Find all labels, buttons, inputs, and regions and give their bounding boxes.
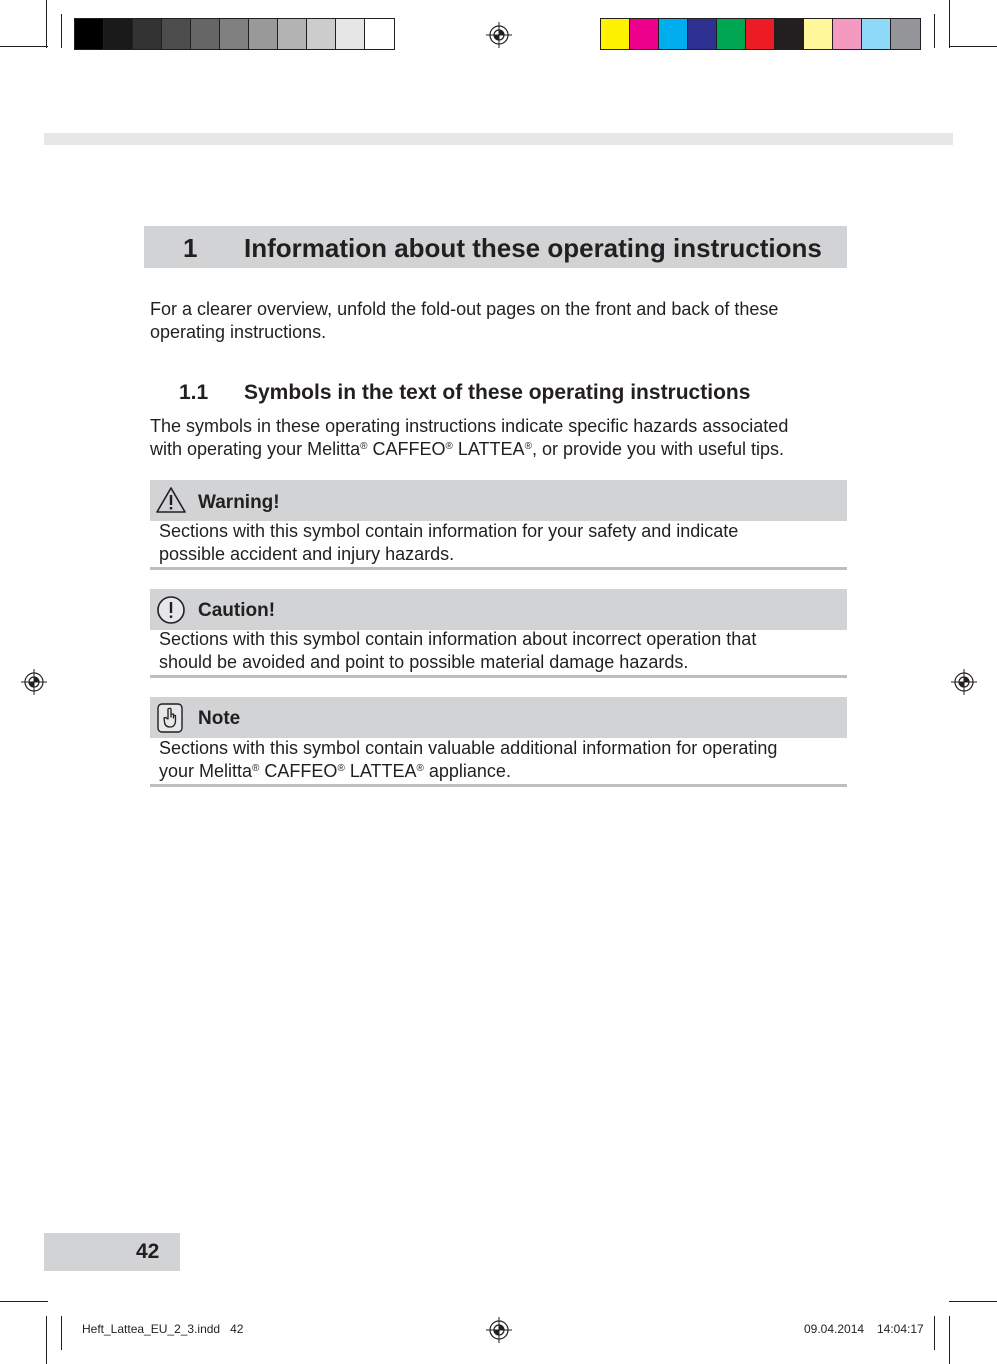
crop-mark	[46, 1316, 47, 1364]
color-swatch	[630, 19, 659, 49]
note-text: Sections with this symbol contain valuable additional information for operating your Melitta® CAFFEO® LATTEA® appliance.	[159, 738, 778, 781]
crop-mark	[46, 0, 47, 48]
color-swatch	[307, 19, 336, 49]
color-swatch	[336, 19, 365, 49]
registration-mark-icon	[486, 22, 512, 48]
caution-circle-icon	[156, 595, 186, 625]
caution-label: Caution!	[198, 600, 276, 621]
page-number: 42	[136, 1240, 160, 1263]
color-swatch	[220, 19, 249, 49]
intro-paragraph	[150, 298, 840, 344]
color-swatch	[104, 19, 133, 49]
color-swatch	[659, 19, 688, 49]
color-swatch	[862, 19, 891, 49]
intro-line: operating instructions.	[150, 322, 327, 342]
color-swatch	[804, 19, 833, 49]
color-swatch	[746, 19, 775, 49]
heading1-number: 1	[183, 233, 198, 263]
slug-date: 09.04.2014	[804, 1322, 865, 1336]
color-swatch	[249, 19, 278, 49]
note-box-header	[150, 697, 847, 738]
registration-mark-icon	[951, 669, 977, 695]
crop-mark	[0, 1301, 48, 1302]
slug-time: 14:04:17	[877, 1322, 924, 1336]
note-label: Note	[198, 708, 241, 729]
heading1-title: Information about these operating instructions	[244, 233, 822, 263]
color-swatch	[775, 19, 804, 49]
symbols-line: with operating your Melitta® CAFFEO® LATTEA®, or provide you with useful tips.	[150, 439, 785, 459]
warning-box-rule	[150, 567, 847, 570]
warning-text: Sections with this symbol contain information for your safety and indicate possible accident and injury hazards.	[159, 521, 739, 564]
caution-box-rule	[150, 675, 847, 678]
crop-mark	[949, 46, 997, 47]
color-swatch	[162, 19, 191, 49]
intro-line: For a clearer overview, unfold the fold-out pages on the front and back of these	[150, 299, 779, 319]
crop-mark	[934, 1316, 935, 1350]
crop-mark	[0, 46, 48, 47]
crop-mark	[949, 0, 950, 48]
color-swatch	[278, 19, 307, 49]
note-box-rule	[150, 784, 847, 787]
color-swatch	[75, 19, 104, 49]
registration-mark-icon	[21, 669, 47, 695]
header-band	[44, 133, 953, 145]
heading2-title: Symbols in the text of these operating instructions	[244, 381, 751, 404]
color-swatch	[191, 19, 220, 49]
color-swatch	[688, 19, 717, 49]
page-number-tab	[44, 1233, 180, 1271]
registration-mark-icon	[486, 1317, 512, 1343]
crop-mark	[61, 1316, 62, 1350]
color-swatch	[833, 19, 862, 49]
warning-triangle-icon	[155, 486, 187, 514]
grayscale-color-bar	[74, 18, 395, 50]
symbols-paragraph	[150, 415, 840, 461]
warning-label: Warning!	[198, 492, 280, 513]
caution-text: Sections with this symbol contain information about incorrect operation that should be avoided and point to possible material damage hazards.	[159, 629, 757, 672]
crop-mark	[949, 1301, 997, 1302]
heading2-number: 1.1	[179, 381, 209, 404]
crop-mark	[934, 14, 935, 48]
symbols-line: The symbols in these operating instructions indicate specific hazards associated	[150, 416, 789, 436]
pointing-hand-icon	[157, 703, 183, 733]
crop-mark	[949, 1316, 950, 1364]
process-color-bar	[600, 18, 921, 50]
color-swatch	[891, 19, 920, 49]
color-swatch	[601, 19, 630, 49]
color-swatch	[365, 19, 394, 49]
crop-mark	[61, 14, 62, 48]
color-swatch	[717, 19, 746, 49]
slug-filename: Heft_Lattea_EU_2_3.indd 42	[82, 1322, 244, 1336]
color-swatch	[133, 19, 162, 49]
